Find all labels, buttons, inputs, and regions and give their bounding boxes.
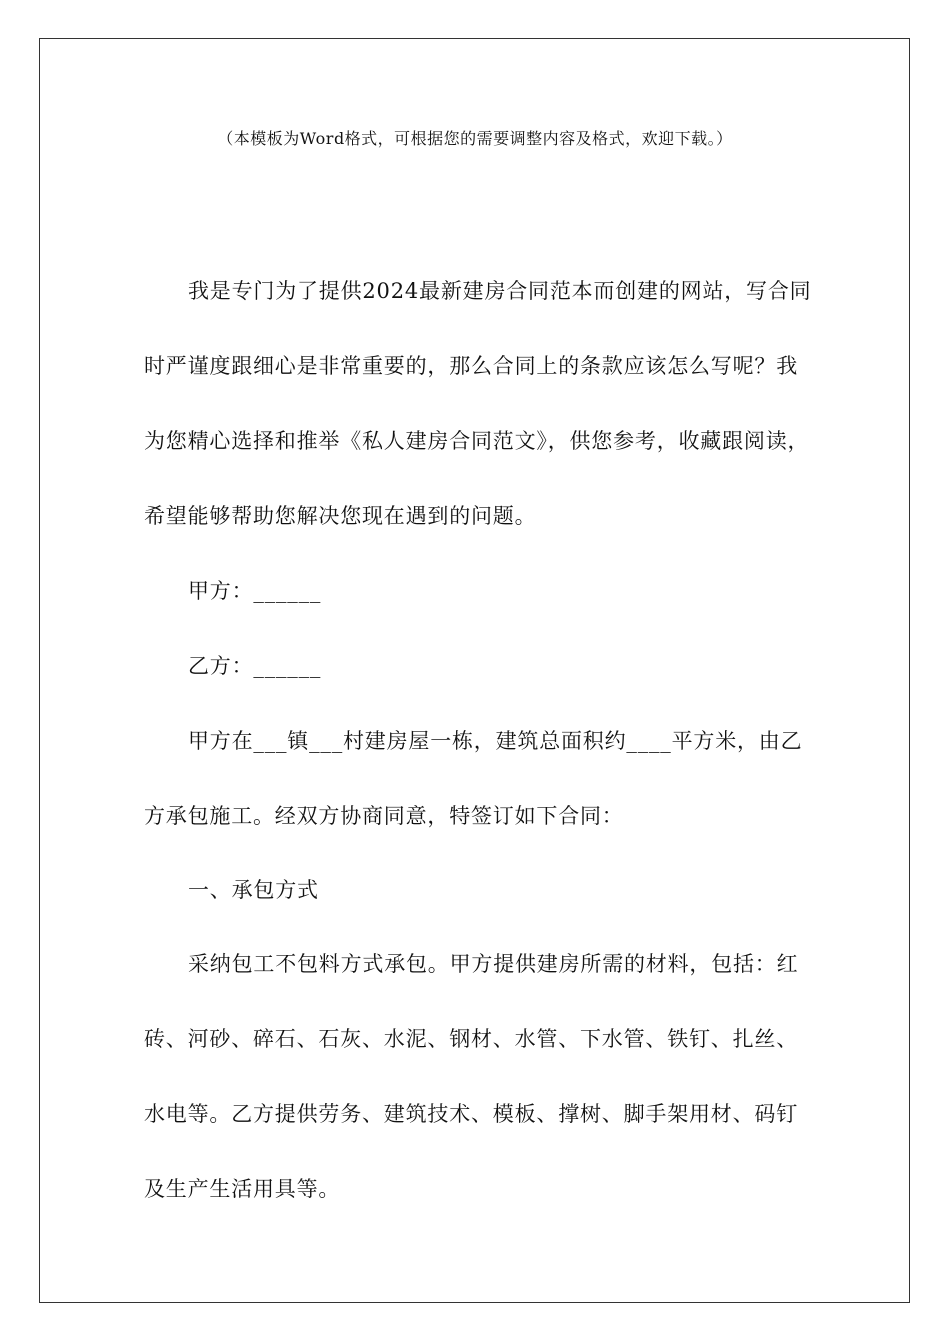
intro-paragraph: 我是专门为了提供2024最新建房合同范本而创建的网站，写合同时严谨度跟细心是非常重要的，那么合同上的条款应该怎么写呢？我为您精心选择和推举《私人建房合同范文》，供您参考，收藏跟阅读，希望能够帮助您解决您现在遇到的问题。 — [144, 279, 812, 528]
party-a-line: 甲方：______ — [188, 579, 322, 603]
section-heading-contract-method: 一、承包方式 — [188, 878, 319, 902]
template-note: （本模板为Word格式，可根据您的需要调整内容及格式，欢迎下载。） — [217, 129, 733, 148]
party-b-line: 乙方：______ — [188, 654, 322, 678]
contract-method-paragraph: 采纳包工不包料方式承包。甲方提供建房所需的材料，包括：红砖、河砂、碎石、石灰、水泥、钢材、水管、下水管、铁钉、扎丝、水电等。乙方提供劳务、建筑技术、模板、撑树、脚手架用材、码钉及生产生活用具等。 — [144, 952, 799, 1201]
contract-preamble: 甲方在___镇___村建房屋一栋，建筑总面积约____平方米，由乙方承包施工。经双方协商同意，特签订如下合同： — [144, 729, 803, 828]
